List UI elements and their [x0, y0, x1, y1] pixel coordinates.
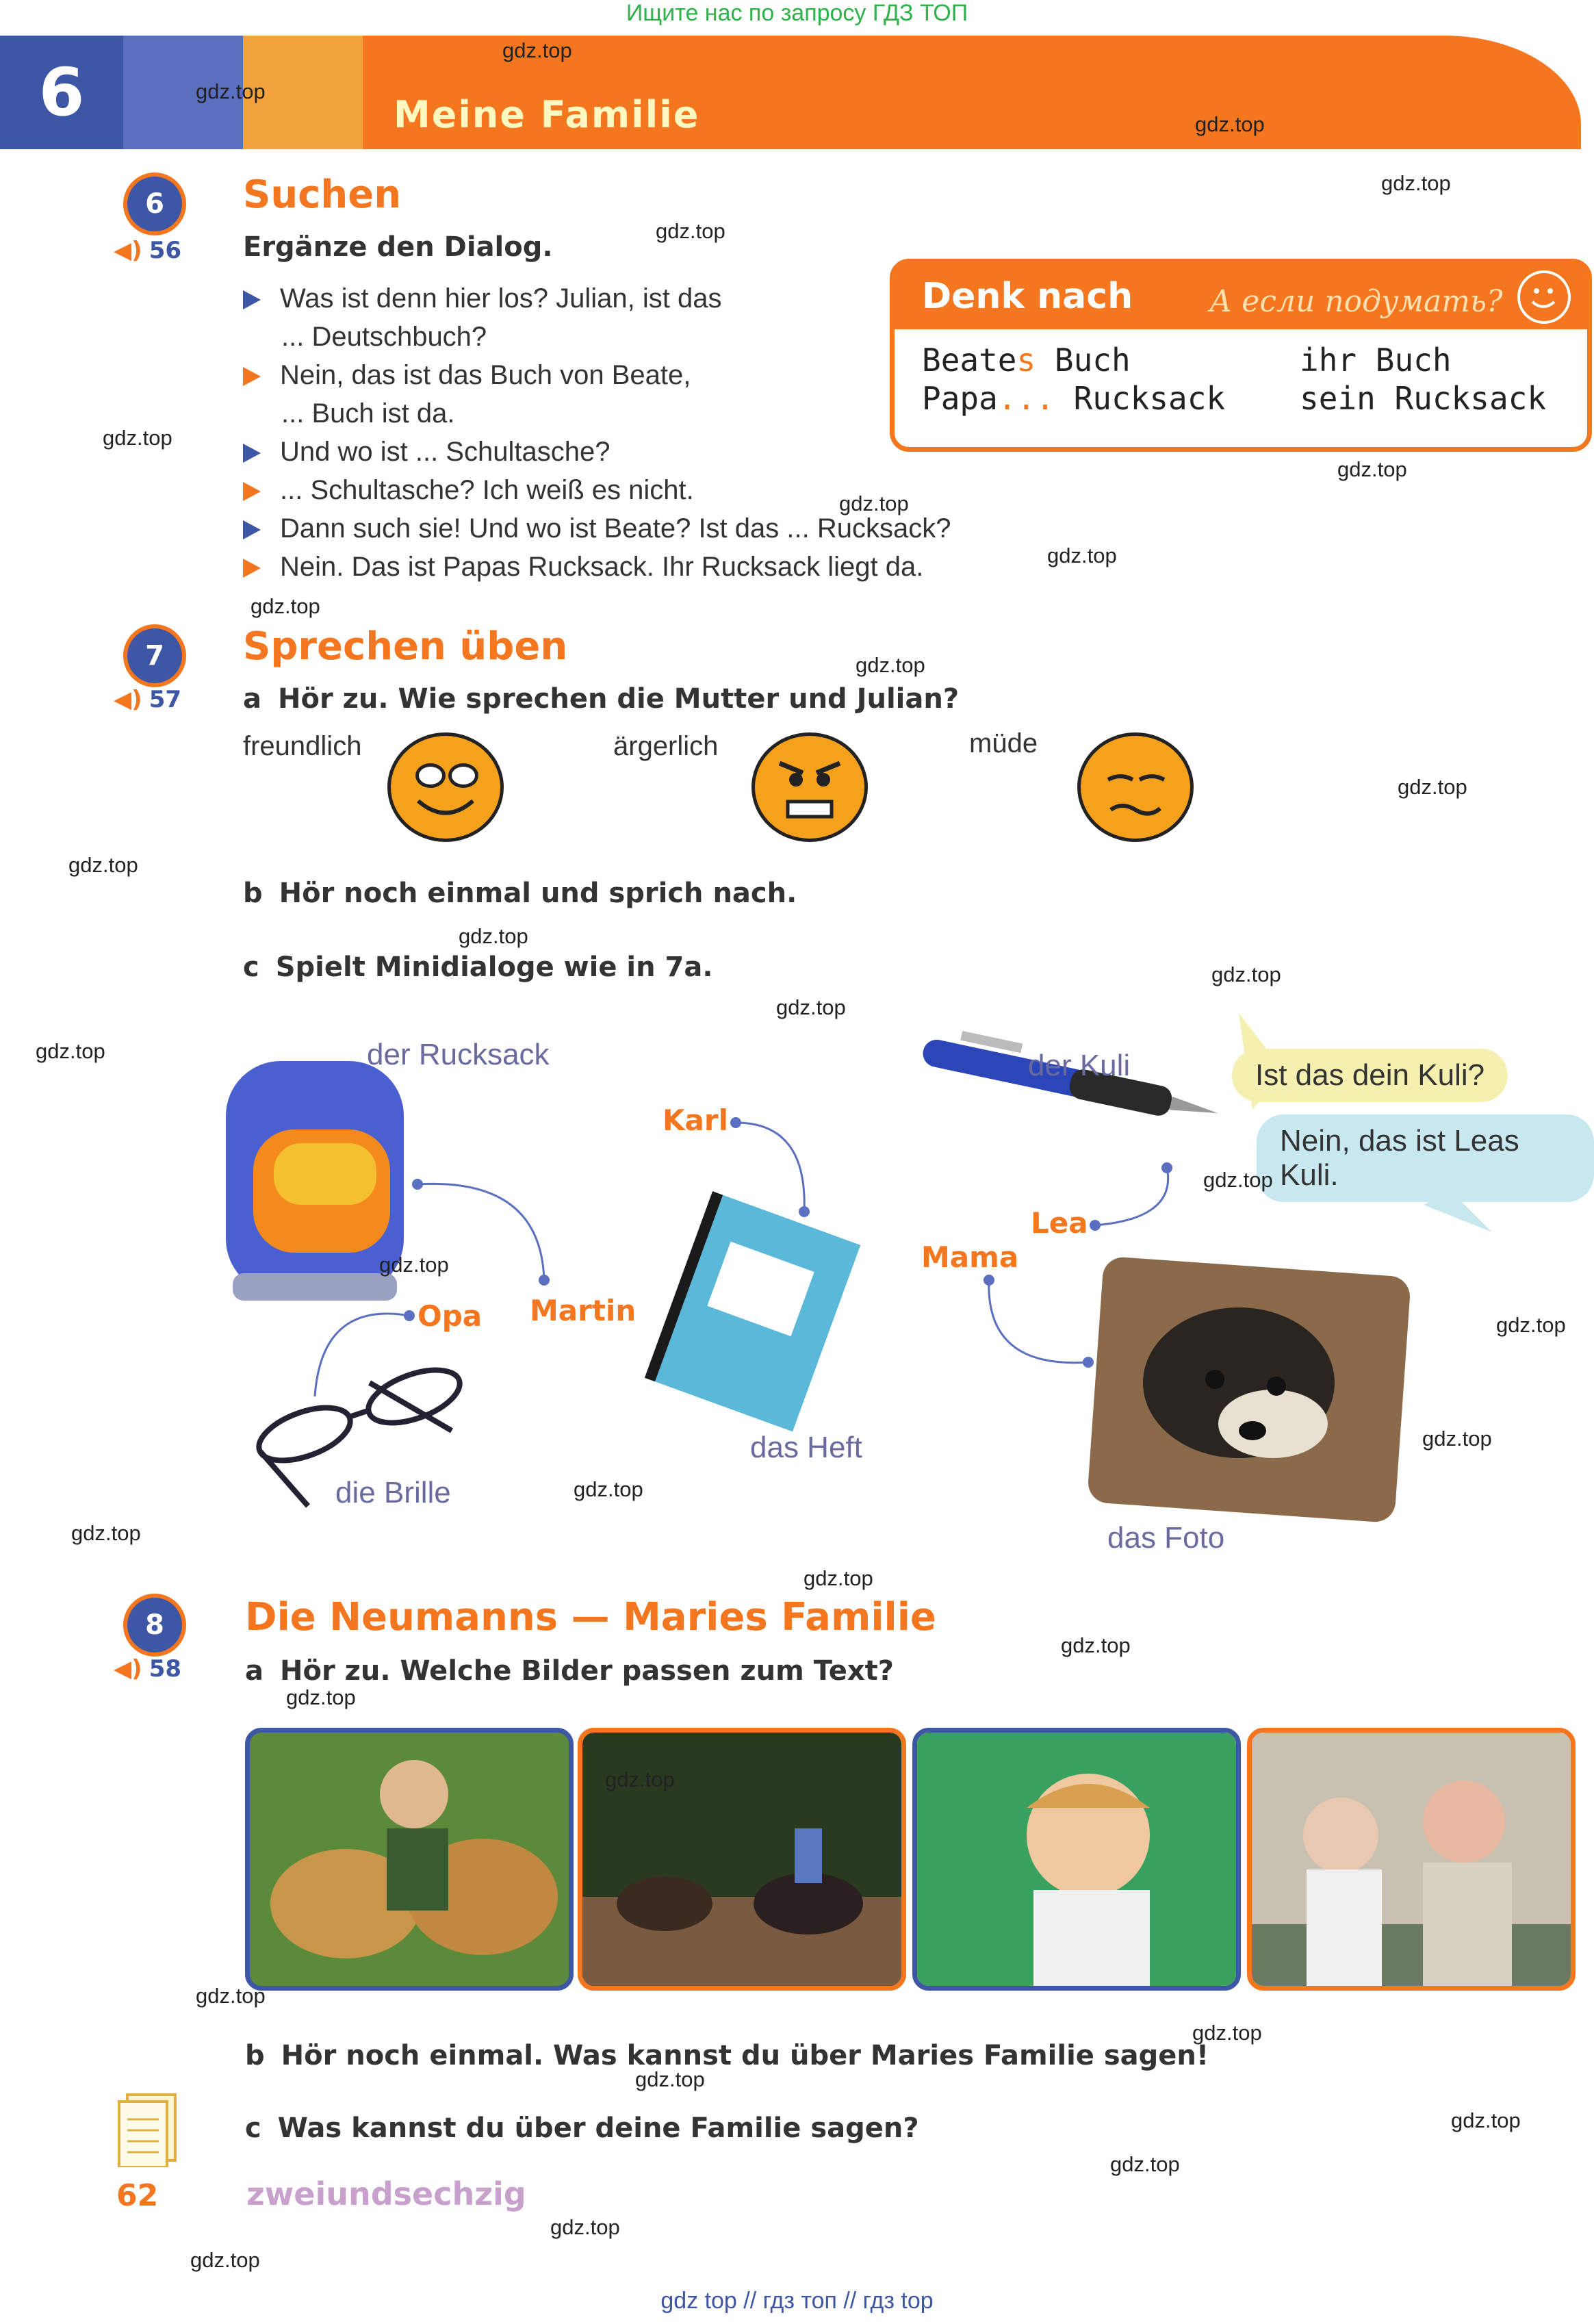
speaker-icon: ◀)	[114, 686, 142, 713]
name-lea: Lea	[1031, 1206, 1088, 1240]
dialog-line: ... Schultasche? Ich weiß es nicht.	[243, 471, 1098, 509]
top-note: Ищите нас по запросу ГДЗ ТОП	[626, 0, 968, 26]
dialog-line: Dann such sie! Und wo ist Beate? Ist das ... Rucksack?	[243, 509, 1098, 548]
watermark: gdz.top	[1211, 962, 1281, 986]
watermark: gdz.top	[1047, 544, 1117, 567]
watermark: gdz.top	[190, 2248, 260, 2272]
watermark: gdz.top	[656, 219, 725, 243]
dialog-line: ... Deutschbuch?	[281, 322, 487, 352]
exercise-8-title: Die Neumanns — Maries Familie	[245, 1595, 936, 1639]
exercise-7-track: ◀) 57	[114, 686, 182, 713]
speech-bubble-question: Ist das dein Kuli?	[1232, 1049, 1508, 1102]
watermark: gdz.top	[550, 2215, 620, 2239]
watermark: gdz.top	[1422, 1427, 1492, 1451]
watermark: gdz.top	[196, 1984, 266, 2008]
denk-right-2: sein Rucksack	[1300, 380, 1547, 417]
speaker-icon: ◀)	[114, 237, 142, 264]
vocab-kuli: der Kuli	[1028, 1049, 1131, 1082]
angry-face-icon	[751, 732, 868, 842]
name-opa: Opa	[417, 1299, 483, 1333]
exercise-8a-instruction: a Hör zu. Welche Bilder passen zum Text?	[245, 1655, 894, 1687]
watermark: gdz.top	[1061, 1633, 1131, 1657]
mood-label: ärgerlich	[613, 731, 719, 761]
dialog-line: ... Buch ist da.	[281, 398, 455, 429]
family-photo-1	[245, 1728, 574, 1991]
watermark: gdz.top	[635, 2067, 705, 2091]
vocab-rucksack: der Rucksack	[367, 1038, 550, 1071]
mood-label: freundlich	[243, 731, 362, 761]
denk-nach-box	[890, 259, 1592, 452]
watermark: gdz.top	[1496, 1313, 1566, 1337]
exercise-6-badge: 6	[123, 173, 186, 235]
watermark: gdz.top	[379, 1253, 449, 1277]
chapter-number: 6	[0, 36, 123, 149]
speaker-icon: ◀)	[114, 1655, 142, 1683]
exercise-8b-instruction: b Hör noch einmal. Was kannst du über Maries Familie sagen!	[245, 2040, 1209, 2071]
denk-right-1: ihr Buch	[1300, 342, 1452, 379]
exercise-7c-instruction: c Spielt Minidialoge wie in 7a.	[243, 952, 713, 983]
tired-face-icon	[1077, 732, 1194, 842]
page-number-word: zweiundsechzig	[246, 2175, 526, 2212]
triangle-orange-icon	[243, 482, 261, 501]
denk-left-1: Beates Buch	[922, 342, 1131, 379]
watermark: gdz.top	[68, 853, 138, 877]
watermark: gdz.top	[1398, 775, 1467, 799]
watermark: gdz.top	[1192, 2021, 1262, 2045]
watermark: gdz.top	[605, 1767, 675, 1791]
denk-left-2: Papa... Rucksack	[922, 380, 1226, 417]
name-mama: Mama	[921, 1240, 1019, 1274]
exercise-8c-instruction: c Was kannst du über deine Familie sagen?	[245, 2112, 919, 2144]
watermark: gdz.top	[776, 995, 846, 1019]
watermark: gdz.top	[286, 1685, 356, 1709]
triangle-orange-icon	[243, 367, 261, 386]
family-photo-3	[912, 1728, 1241, 1991]
watermark: gdz.top	[1451, 2108, 1521, 2132]
denk-nach-title: Denk nach	[922, 276, 1133, 317]
exercise-8-track: ◀) 58	[114, 1655, 182, 1683]
mood-label: müde	[969, 728, 1038, 758]
vocab-heft: das Heft	[750, 1431, 862, 1464]
name-martin: Martin	[530, 1294, 637, 1327]
triangle-blue-icon	[243, 444, 261, 463]
smiley-icon	[1517, 270, 1571, 324]
watermark: gdz.top	[1203, 1168, 1273, 1192]
triangle-blue-icon	[243, 290, 261, 309]
dialog-line: Und wo ist ... Schultasche?	[243, 433, 1098, 471]
dialog-line: Was ist denn hier los? Julian, ist das	[243, 279, 1098, 318]
dog-photo-image	[1087, 1256, 1411, 1524]
watermark: gdz.top	[804, 1566, 873, 1590]
watermark: gdz.top	[1110, 2152, 1180, 2176]
exercise-7b-instruction: b Hör noch einmal und sprich nach.	[243, 878, 797, 909]
watermark: gdz.top	[1381, 171, 1451, 195]
exercise-6-instruction: Ergänze den Dialog.	[243, 231, 553, 263]
vocab-foto: das Foto	[1107, 1521, 1225, 1555]
friendly-face-icon	[387, 732, 504, 842]
chapter-title: Meine Familie	[394, 93, 700, 136]
watermark: gdz.top	[250, 594, 320, 618]
document-icon	[114, 2092, 182, 2167]
vocab-brille: die Brille	[335, 1476, 451, 1509]
watermark: gdz.top	[71, 1521, 141, 1545]
bottom-note: gdz top // гдз топ // гдз top	[660, 2288, 934, 2314]
notebook-image	[645, 1191, 860, 1431]
denk-nach-header	[895, 264, 1587, 329]
exercise-7-badge: 7	[123, 624, 186, 687]
exercise-6-title: Suchen	[243, 173, 402, 217]
name-karl: Karl	[663, 1103, 728, 1137]
triangle-orange-icon	[243, 559, 261, 578]
triangle-blue-icon	[243, 520, 261, 539]
exercise-6-track: ◀) 56	[114, 237, 182, 264]
speech-bubble-answer: Nein, das ist Leas Kuli.	[1257, 1114, 1594, 1202]
watermark: gdz.top	[196, 79, 266, 103]
watermark: gdz.top	[1195, 112, 1265, 136]
exercise-8-badge: 8	[123, 1594, 186, 1657]
page-number: 62	[116, 2178, 159, 2213]
watermark: gdz.top	[839, 491, 909, 515]
denk-nach-subtitle: А если подумать?	[1209, 284, 1503, 319]
exercise-7-title: Sprechen üben	[243, 624, 568, 669]
watermark: gdz.top	[502, 38, 572, 62]
watermark: gdz.top	[36, 1039, 105, 1063]
backpack-image	[226, 1061, 404, 1301]
watermark: gdz.top	[103, 426, 172, 450]
dialog-line: Nein. Das ist Papas Rucksack. Ihr Rucksack liegt da.	[243, 548, 1098, 586]
watermark: gdz.top	[459, 924, 528, 948]
watermark: gdz.top	[574, 1477, 643, 1501]
dialog-line: Nein, das ist das Buch von Beate,	[243, 356, 1098, 394]
watermark: gdz.top	[856, 653, 925, 677]
family-photo-4	[1247, 1728, 1576, 1991]
exercise-7a-instruction: a Hör zu. Wie sprechen die Mutter und Julian?	[243, 683, 960, 715]
watermark: gdz.top	[1337, 457, 1407, 481]
